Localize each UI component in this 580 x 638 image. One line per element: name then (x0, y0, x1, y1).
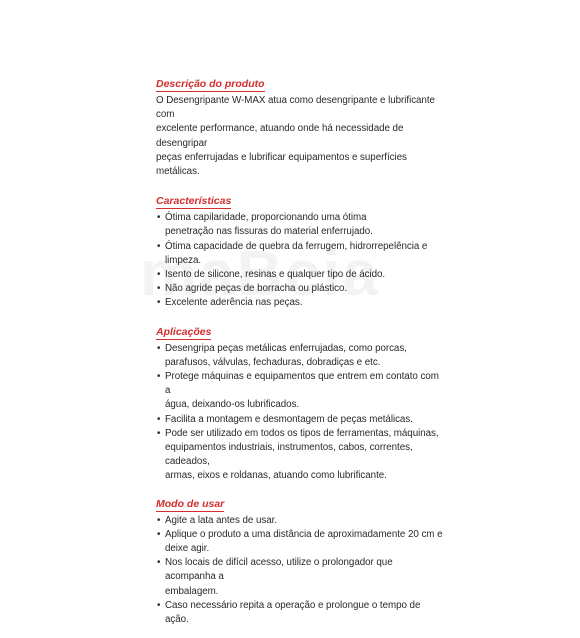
list-item-line: Pode ser utilizado em todos os tipos de ferramentas, máquinas, (165, 427, 439, 439)
list-item (156, 268, 446, 282)
bullet-icon: • (157, 371, 161, 383)
list-item (156, 528, 446, 556)
bullet-icon: • (157, 297, 161, 309)
list-item-line: Ótima capacidade de quebra da ferrugem, hidrorrepelência e limpeza. (165, 240, 428, 266)
section-modo-de-usar (156, 494, 446, 628)
product-description-document (156, 74, 446, 638)
aplicacoes-list (156, 342, 446, 484)
descricao-line: O Desengripante W-MAX atua como desengripante e lubrificante com (156, 95, 435, 121)
section-descricao (156, 74, 446, 179)
list-item-line: Facilita a montagem e desmontagem de peças metálicas. (165, 413, 413, 425)
bullet-icon: • (157, 283, 161, 295)
list-item-line: Agite a lata antes de usar. (165, 514, 277, 526)
list-item-line: equipamentos industriais, instrumentos, cabos, correntes, cadeados, (165, 442, 413, 468)
bullet-icon: • (157, 413, 161, 425)
descricao-line: excelente performance, atuando onde há necessidade de desengripar (156, 123, 404, 149)
list-item (156, 211, 446, 239)
section-title-modo-de-usar: Modo de usar (156, 497, 225, 510)
caracteristicas-list (156, 211, 446, 310)
list-item (156, 240, 446, 268)
section-title-caracteristicas: Características (156, 195, 232, 208)
bullet-icon: • (157, 528, 161, 540)
list-item (156, 370, 446, 413)
list-item (156, 427, 446, 484)
list-item-line: água, deixando-os lubrificados. (165, 399, 300, 411)
section-caracteristicas (156, 191, 446, 310)
section-title-aplicacoes: Aplicações (156, 325, 212, 338)
bullet-icon: • (157, 269, 161, 281)
list-item (156, 514, 446, 528)
bullet-icon: • (157, 599, 161, 611)
list-item (156, 342, 446, 370)
list-item-line: Isento de silicone, resinas e qualquer tipo de ácido. (165, 269, 386, 281)
list-item-line: Caso necessário repita a operação e prolongue o tempo de ação. (165, 599, 421, 626)
bullet-icon: • (157, 342, 161, 354)
list-item-line: Desengripa peças metálicas enferrujadas, como porcas, (165, 342, 407, 354)
list-item-line: Ótima capilaridade, proporcionando uma ótima (165, 212, 367, 224)
bullet-icon: • (157, 212, 161, 224)
list-item-line: parafusos, válvulas, fechaduras, dobradiças e etc. (165, 356, 381, 368)
list-item-line: penetração nas fissuras do material enferrujado. (165, 226, 373, 238)
list-item-line: deixe agir. (165, 543, 210, 555)
section-title-descricao: Descrição do produto (156, 78, 265, 90)
bullet-icon: • (157, 557, 161, 569)
list-item-line: Excelente aderência nas peças. (165, 297, 303, 309)
list-item-line: Aplique o produto a uma distância de aproximadamente 20 cm e (165, 528, 443, 540)
descricao-line: peças enferrujadas e lubrificar equipamentos e superfícies metálicas. (156, 151, 407, 178)
list-item (156, 599, 446, 627)
list-item-line: Protege máquinas e equipamentos que entrem em contato com a (165, 371, 439, 397)
list-item (156, 296, 446, 310)
list-item (156, 282, 446, 296)
bullet-icon: • (157, 427, 161, 439)
bullet-icon: • (157, 240, 161, 252)
list-item (156, 556, 446, 599)
list-item-line: Nos locais de difícil acesso, utilize o prolongador que acompanha a (165, 557, 393, 583)
modo-de-usar-list (156, 514, 446, 628)
section-aplicacoes (156, 322, 446, 484)
descricao-paragraph (156, 94, 446, 179)
bullet-icon: • (157, 514, 161, 526)
list-item-line: Não agride peças de borracha ou plástico. (165, 283, 348, 295)
list-item-line: embalagem. (165, 585, 219, 597)
list-item (156, 413, 446, 427)
list-item-line: armas, eixos e roldanas, atuando como lubrificante. (165, 470, 387, 482)
